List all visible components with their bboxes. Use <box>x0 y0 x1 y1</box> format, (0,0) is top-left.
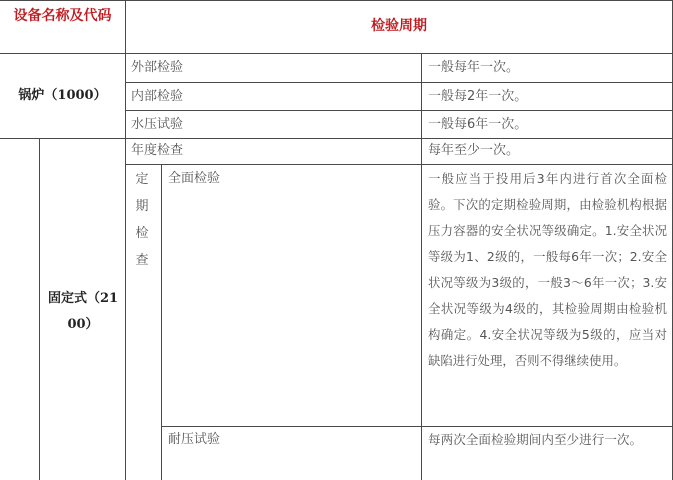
boiler-name: 锅炉（1000） <box>18 88 107 103</box>
vessel-annual-period: 每年至少一次。 <box>428 143 520 158</box>
periodic-inspection-label: 定期检查 <box>135 172 149 268</box>
vessel-annual-item: 年度检查 <box>131 143 184 158</box>
boiler-internal-period: 一般每2年一次。 <box>428 89 528 104</box>
table-rule <box>125 0 126 480</box>
table-rule <box>0 53 673 54</box>
header-inspection-period: 检验周期 <box>371 18 427 34</box>
vessel-pressure-item: 耐压试验 <box>168 432 221 447</box>
boiler-hydrotest-period: 一般每6年一次。 <box>428 117 528 132</box>
table-rule <box>161 164 162 480</box>
vessel-full-item: 全面检验 <box>168 171 221 186</box>
vessel-full-period: 一般应当于投用后3年内进行首次全面检验。下次的定期检验周期，由检验机构根据压力容器的安全状况等级确定。1.安全状况等级为1、2级的，一般每6年一次；2.安全状况等级为3级的，一般3〜6年一次；3.安全状况等级为4级的，其检验周期由检验机构确定。4.安全状况等级为5级的，应当对缺陷进行处理，否则不得继续使用。 <box>428 171 667 368</box>
header-equipment-name: 设备名称及代码 <box>13 8 112 24</box>
boiler-external-period: 一般每年一次。 <box>428 60 520 75</box>
table-rule <box>39 138 40 480</box>
table-rule <box>0 0 673 1</box>
table-rule <box>125 164 673 165</box>
table-rule <box>125 110 673 111</box>
vessel-name: 固定式（2100） <box>47 291 119 332</box>
vessel-pressure-period: 每两次全面检验期间内至少进行一次。 <box>428 432 643 447</box>
boiler-hydrotest-item: 水压试验 <box>131 117 184 132</box>
table-rule <box>125 82 673 83</box>
boiler-external-item: 外部检验 <box>131 60 184 75</box>
table-rule <box>0 138 673 139</box>
boiler-internal-item: 内部检验 <box>131 89 184 104</box>
table-rule <box>421 53 422 480</box>
